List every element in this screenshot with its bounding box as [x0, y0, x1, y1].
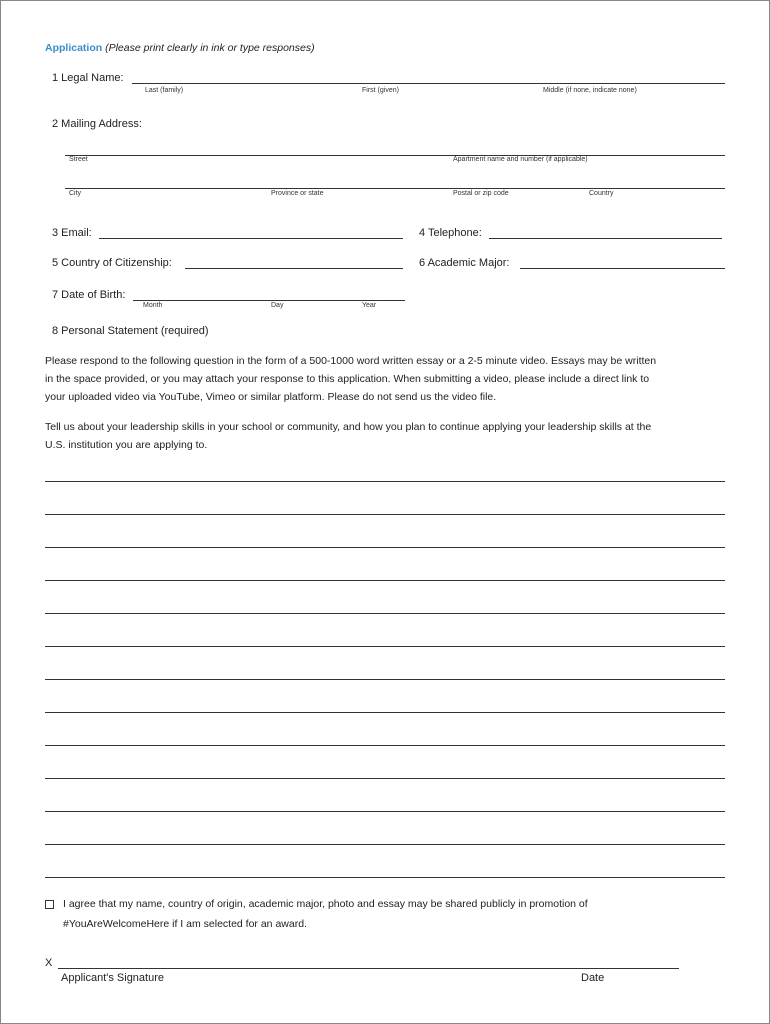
essay-writing-line[interactable]	[45, 712, 725, 713]
academic-major-field[interactable]	[520, 268, 725, 269]
telephone-field[interactable]	[489, 238, 722, 239]
signature-x-mark: X	[45, 957, 53, 969]
date-of-birth-label: 7 Date of Birth:	[52, 289, 126, 301]
essay-writing-line[interactable]	[45, 547, 725, 548]
signature-caption: Applicant's Signature	[61, 972, 164, 984]
question-line: U.S. institution you are applying to.	[45, 439, 208, 451]
signature-field[interactable]	[58, 968, 679, 969]
essay-writing-line[interactable]	[45, 844, 725, 845]
citizenship-label: 5 Country of Citizenship:	[52, 257, 172, 269]
mailing-address-label: 2 Mailing Address:	[52, 118, 142, 130]
instructions-line: in the space provided, or you may attach your response to this application. When submitting a video, please include a direct link to	[45, 373, 650, 385]
instructions-paragraph	[45, 352, 656, 406]
essay-writing-line[interactable]	[45, 778, 725, 779]
city-field[interactable]	[65, 188, 725, 189]
postal-code-caption: Postal or zip code	[453, 190, 509, 197]
instructions-line: Please respond to the following question in the form of a 500-1000 word written essay or a 2-5 minute video. Essays may be written	[45, 355, 657, 367]
middle-name-caption: Middle (if none, indicate none)	[543, 87, 637, 94]
province-caption: Province or state	[271, 190, 324, 197]
essay-writing-line[interactable]	[45, 679, 725, 680]
question-line: Tell us about your leadership skills in your school or community, and how you plan to continue applying your leadership skills at the	[45, 421, 652, 433]
legal-name-label: 1 Legal Name:	[52, 72, 124, 84]
essay-writing-line[interactable]	[45, 580, 725, 581]
day-caption: Day	[271, 302, 284, 309]
month-caption: Month	[143, 302, 163, 309]
year-caption: Year	[362, 302, 377, 309]
essay-writing-line[interactable]	[45, 811, 725, 812]
consent-text-line-2: #YouAreWelcomeHere if I am selected for an award.	[63, 918, 307, 930]
essay-writing-line[interactable]	[45, 514, 725, 515]
essay-writing-line[interactable]	[45, 745, 725, 746]
street-caption: Street	[69, 156, 88, 163]
personal-statement-label: 8 Personal Statement (required)	[52, 325, 209, 337]
first-name-caption: First (given)	[362, 87, 399, 94]
street-field[interactable]	[65, 155, 725, 156]
consent-checkbox[interactable]	[45, 900, 54, 909]
essay-writing-line[interactable]	[45, 613, 725, 614]
essay-writing-line[interactable]	[45, 646, 725, 647]
consent-text-line-1: I agree that my name, country of origin, academic major, photo and essay may be shared publicly in promotion of	[63, 898, 588, 910]
email-field[interactable]	[99, 238, 403, 239]
academic-major-label: 6 Academic Major:	[419, 257, 510, 269]
country-caption: Country	[589, 190, 614, 197]
form-header	[45, 42, 315, 54]
form-title: Application	[45, 42, 103, 54]
essay-writing-line[interactable]	[45, 481, 725, 482]
last-name-caption: Last (family)	[145, 87, 184, 94]
instructions-line: your uploaded video via YouTube, Vimeo or similar platform. Please do not send us the video file.	[45, 391, 497, 403]
apartment-caption: Apartment name and number (if applicable)	[453, 156, 588, 163]
city-caption: City	[69, 190, 82, 197]
form-instructions: (Please print clearly in ink or type responses)	[105, 42, 315, 54]
date-of-birth-field[interactable]	[133, 300, 405, 301]
essay-writing-line[interactable]	[45, 877, 725, 878]
citizenship-field[interactable]	[185, 268, 403, 269]
date-caption: Date	[581, 972, 605, 984]
legal-name-field[interactable]	[132, 83, 725, 84]
email-label: 3 Email:	[52, 227, 92, 239]
telephone-label: 4 Telephone:	[419, 227, 482, 239]
essay-question	[45, 418, 651, 454]
